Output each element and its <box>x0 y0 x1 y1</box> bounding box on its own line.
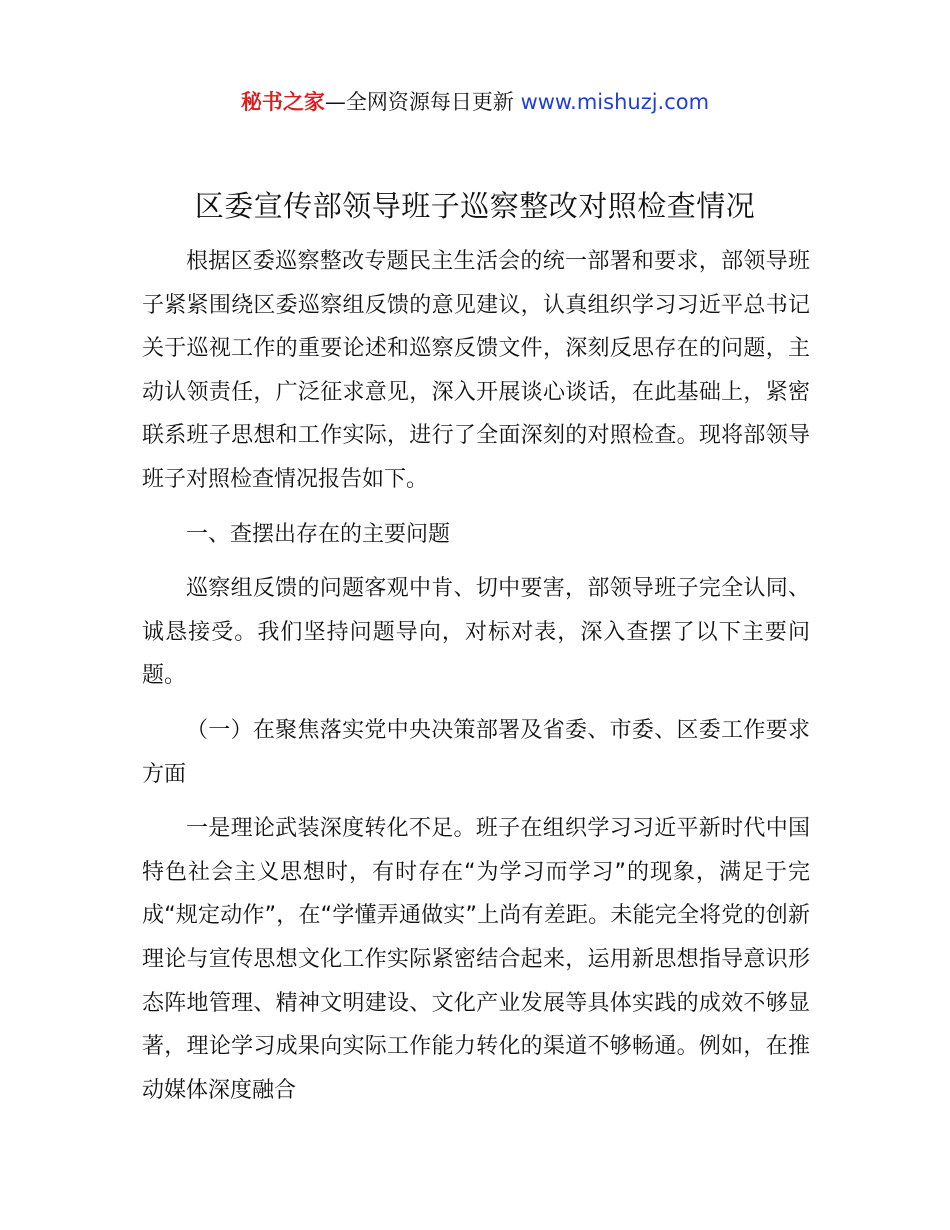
header-tagline: —全网资源每日更新 <box>324 90 521 114</box>
document-body <box>142 240 810 1112</box>
section-heading: 一、查摆出存在的主要问题 <box>186 521 451 547</box>
body-paragraph: 巡察组反馈的问题客观中肯、切中要害，部领导班子完全认同、诚恳接受。我们坚持问题导向，对标对表，深入查摆了以下主要问题。 <box>142 576 810 689</box>
body-paragraph: 一是理论武装深度转化不足。班子在组织学习习近平新时代中国特色社会主义思想时，有时存在“为学习而学习”的现象，满足于完成“规定动作”，在“学懂弄通做实”上尚有差距。未能完全将党的创新理论与宣传思想文化工作实际紧密结合起来，运用新思想指导意识形态阵地管理、精神文明建设、文化产业发展等具体实践的成效不够显著，理论学习成果向实际工作能力转化的渠道不够畅通。例如，在推动媒体深度融合 <box>142 816 810 1103</box>
subsection-heading: （一）在聚焦落实党中央决策部署及省委、市委、区委工作要求方面 <box>142 717 810 787</box>
site-header <box>0 86 950 118</box>
site-url-link[interactable]: www.mishuzj.com <box>520 90 710 114</box>
intro-paragraph: 根据区委巡察整改专题民主生活会的统一部署和要求，部领导班子紧紧围绕区委巡察组反馈的意见建议，认真组织学习习近平总书记关于巡视工作的重要论述和巡察反馈文件，深刻反思存在的问题，主动认领责任，广泛征求意见，深入开展谈心谈话，在此基础上，紧密联系班子思想和工作实际，进行了全面深刻的对照检查。现将部领导班子对照检查情况报告如下。 <box>142 249 810 492</box>
brand-name: 秘书之家 <box>240 90 325 114</box>
document-title: 区委宣传部领导班子巡察整改对照检查情况 <box>194 189 756 223</box>
